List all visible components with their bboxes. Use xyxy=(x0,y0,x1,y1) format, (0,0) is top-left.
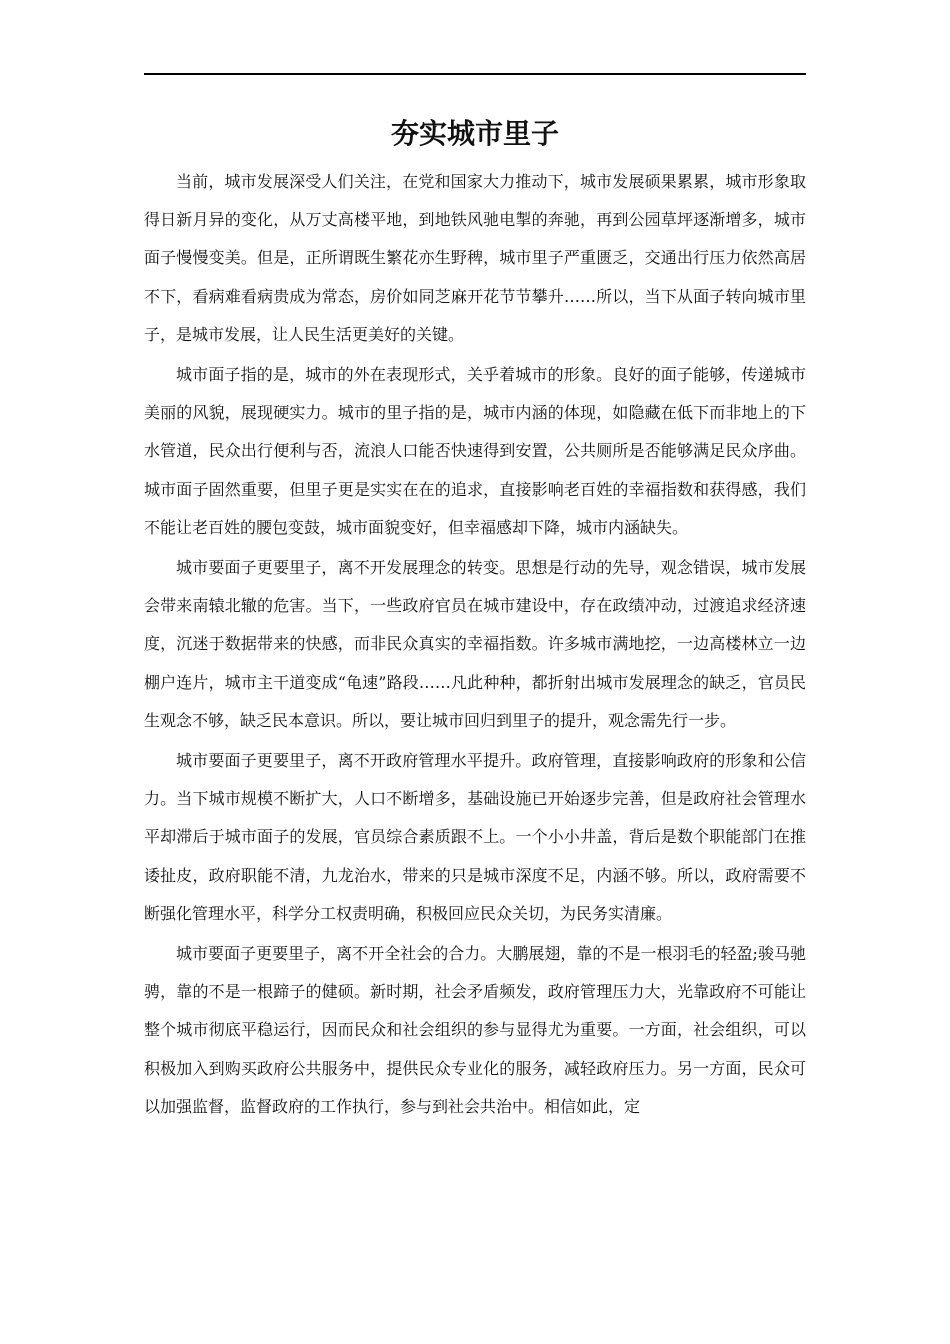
header-rule xyxy=(144,73,806,75)
article-body xyxy=(144,163,806,1128)
page-title: 夯实城市里子 xyxy=(390,117,559,150)
paragraph-3: 城市要面子更要里子，离不开发展理念的转变。思想是行动的先导，观念错误，城市发展会带来南辕北辙的危害。当下，一些政府官员在城市建设中，存在政绩冲动，过渡追求经济速度，沉迷于数据带来的快感，而非民众真实的幸福指数。许多城市满地挖，一边高楼林立一边棚户连片，城市主干道变成“龟速”路段……凡此种种，都折射出城市发展理念的缺乏，官员民生观念不够，缺乏民本意识。所以，要让城市回归到里子的提升，观念需先行一步。 xyxy=(144,558,806,730)
paragraph-2: 城市面子指的是，城市的外在表现形式，关乎着城市的形象。良好的面子能够，传递城市美丽的风貌，展现硬实力。城市的里子指的是，城市内涵的体现，如隐藏在低下而非地上的下水管道，民众出行便利与否，流浪人口能否快速得到安置，公共厕所是否能够满足民众序曲。城市面子固然重要，但里子更是实实在在的追求，直接影响老百姓的幸福指数和获得感，我们不能让老百姓的腰包变鼓，城市面貌变好，但幸福感却下降，城市内涵缺失。 xyxy=(144,365,806,537)
paragraph-4: 城市要面子更要里子，离不开政府管理水平提升。政府管理，直接影响政府的形象和公信力。当下城市规模不断扩大，人口不断增多，基础设施已开始逐步完善，但是政府社会管理水平却滞后于城市面子的发展，官员综合素质跟不上。一个小小井盖，背后是数个职能部门在推诿扯皮，政府职能不清，九龙治水，带来的只是城市深度不足，内涵不够。所以，政府需要不断强化管理水平，科学分工权责明确，积极回应民众关切，为民务实清廉。 xyxy=(144,751,806,923)
paragraph-1: 当前，城市发展深受人们关注，在党和国家大力推动下，城市发展硕果累累，城市形象取得日新月异的变化，从万丈高楼平地，到地铁风驰电掣的奔驰，再到公园草坪逐渐增多，城市面子慢慢变美。但是，正所谓既生繁花亦生野稗，城市里子严重匮乏，交通出行压力依然高居不下，看病难看病贵成为常态，房价如同芝麻开花节节攀升……所以，当下从面子转向城市里子，是城市发展，让人民生活更美好的关键。 xyxy=(144,172,806,344)
paragraph-5: 城市要面子更要里子，离不开全社会的合力。大鹏展翅，靠的不是一根羽毛的轻盈;骏马驰骋，靠的不是一根蹄子的健硕。新时期，社会矛盾频发，政府管理压力大，光靠政府不可能让整个城市彻底平稳运行，因而民众和社会组织的参与显得尤为重要。一方面，社会组织，可以积极加入到购买政府公共服务中，提供民众专业化的服务，减轻政府压力。另一方面，民众可以加强监督，监督政府的工作执行，参与到社会共治中。相信如此，定 xyxy=(144,944,806,1116)
